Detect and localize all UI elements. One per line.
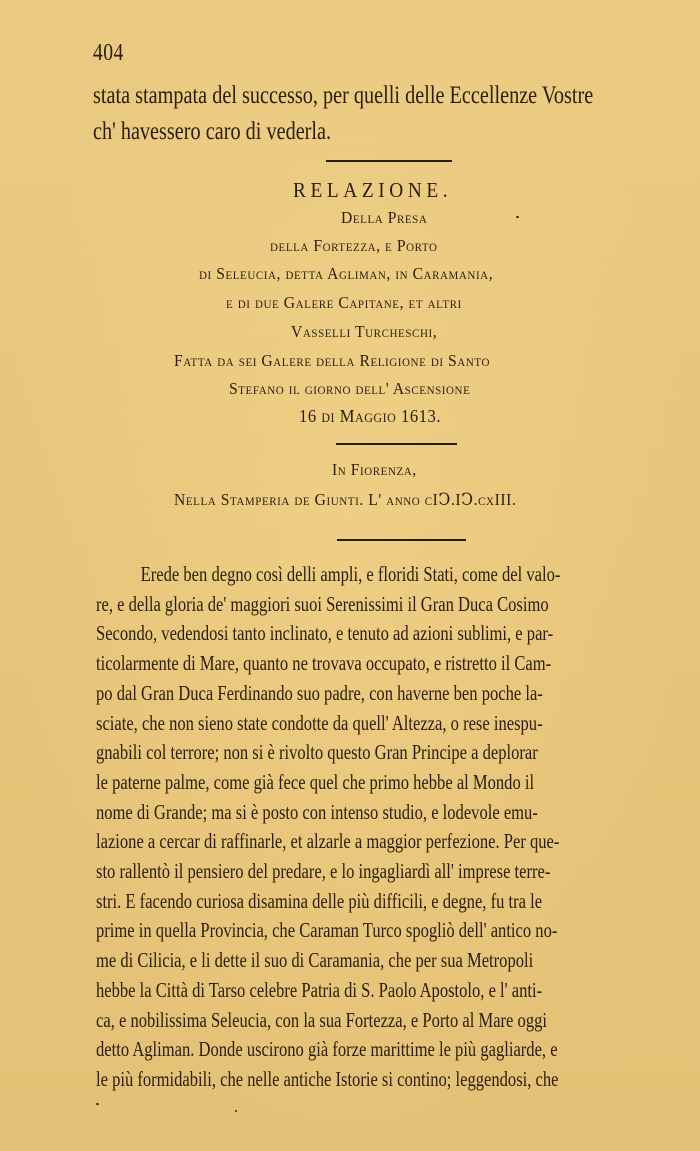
body-line: ticolarmente di Mare, quanto ne trovava occupato, e ristretto il Cam- [96, 651, 552, 676]
page-number: 404 [93, 40, 124, 66]
intro-line: stata stampata del successo, per quelli delle Eccellenze Vostre [93, 82, 594, 109]
intro-line: ch' havessero caro di vederla. [93, 118, 332, 145]
body-line: re, e della gloria de' maggiori suoi Serenissimi il Gran Duca Cosimo [96, 591, 549, 616]
body-paragraph [96, 560, 681, 1095]
body-line: detto Agliman. Donde uscirono già forze marittime le più gagliarde, e [96, 1037, 558, 1062]
title-line: Stefano il giorno dell' Ascensione [229, 379, 471, 398]
title-line: della Fortezza, e Porto [270, 236, 438, 255]
body-line: me di Cilicia, e li dette il suo di Caramania, che per sua Metropoli [96, 948, 534, 973]
title-date: 16 di Maggio 1613. [299, 406, 442, 426]
body-line: Secondo, vedendosi tanto inclinato, e tenuto ad azioni sublimi, e par- [96, 621, 554, 646]
body-line: sto rallentò il pensiero del predare, e lo ingagliardì all' imprese terre- [96, 859, 551, 884]
ink-speck [96, 1103, 99, 1105]
body-line: Erede ben degno così delli ampli, e floridi Stati, come del valo- [140, 562, 561, 586]
title-line: Fatta da sei Galere della Religione di Santo [174, 351, 490, 370]
imprint-press: Nella Stamperia de Giunti. L' anno cIↃ.IↃ.cxIII. [174, 490, 517, 509]
intro-paragraph [93, 78, 676, 150]
ink-speck [516, 216, 519, 218]
body-line: le paterne palme, come già fece quel che primo hebbe al Mondo il [96, 769, 535, 794]
section-heading: RELAZIONE. [293, 178, 453, 202]
imprint-place: In Fiorenza, [332, 460, 417, 479]
ink-speck [235, 1110, 237, 1112]
divider-rule [326, 160, 452, 162]
title-line: di Seleucia, detta Agliman, in Caramania, [199, 264, 494, 283]
body-line: po dal Gran Duca Ferdinando suo padre, con haverne ben poche la- [96, 680, 543, 705]
title-line: Vasselli Turcheschi, [291, 322, 438, 341]
body-line: ca, e nobilissima Seleucia, con la sua Fortezza, e Porto al Mare oggi [96, 1007, 547, 1032]
divider-rule [337, 539, 466, 541]
title-line: e di due Galere Capitane, et altri [226, 293, 462, 312]
body-line: lazione a cercar di raffinarle, et alzarle a maggior perfezione. Per que- [96, 829, 560, 854]
body-line: gnabili col terrore; non si è rivolto questo Gran Principe a deplorar [96, 740, 538, 765]
body-line: sciate, che non sieno state condotte da quell' Altezza, o rese inespu- [96, 710, 543, 735]
body-line: hebbe la Città di Tarso celebre Patria di S. Paolo Apostolo, e l' anti- [96, 977, 543, 1002]
body-line: nome di Grande; ma si è posto con intenso studio, e lodevole emu- [96, 799, 538, 824]
divider-rule [336, 443, 457, 445]
body-line: prime in quella Provincia, che Caraman Turco spogliò dell' antico no- [96, 918, 558, 943]
body-line: stri. E facendo curiosa disamina delle più difficili, e degne, fu tra le [96, 888, 543, 913]
body-line: le più formidabili, che nelle antiche Istorie si contino; leggendosi, che [96, 1066, 559, 1091]
title-line: Della Presa [341, 208, 428, 227]
